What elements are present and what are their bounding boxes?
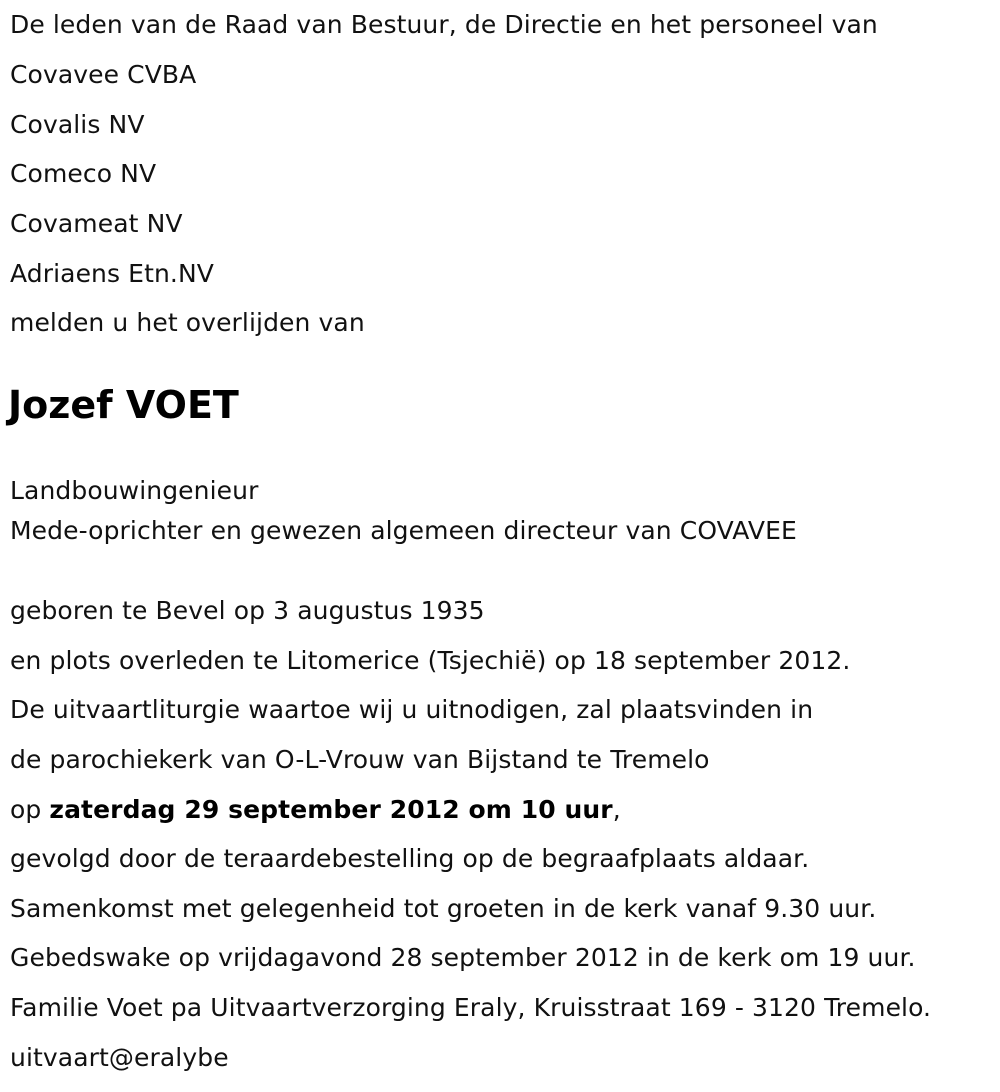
company-adriaens: Adriaens Etn.NV <box>10 259 214 288</box>
funeral-date-line <box>10 795 621 825</box>
email-line: uitvaart@eralybe <box>10 1043 229 1072</box>
funeral-date-bold: zaterdag 29 september 2012 om 10 uur <box>49 795 613 824</box>
company-comeco: Comeco NV <box>10 159 157 188</box>
death-line: en plots overleden te Litomerice (Tsjechië) op 18 september 2012. <box>10 646 851 675</box>
company-covameat: Covameat NV <box>10 209 183 238</box>
funeral-date-prefix: op <box>10 795 50 824</box>
burial-line: gevolgd door de teraardebestelling op de begraafplaats aldaar. <box>10 844 810 873</box>
gathering-line: Samenkomst met gelegenheid tot groeten in de kerk vanaf 9.30 uur. <box>10 894 877 923</box>
deceased-name: Jozef VOET <box>8 383 239 427</box>
church-line: de parochiekerk van O-L-Vrouw van Bijstand te Tremelo <box>10 745 710 774</box>
company-covavee: Covavee CVBA <box>10 60 197 89</box>
company-covalis: Covalis NV <box>10 110 145 139</box>
announcement-line: melden u het overlijden van <box>10 308 365 337</box>
role-line: Mede-oprichter en gewezen algemeen directeur van COVAVEE <box>10 516 797 545</box>
intro-line-board: De leden van de Raad van Bestuur, de Directie en het personeel van <box>10 10 878 39</box>
profession-line: Landbouwingenieur <box>10 476 259 505</box>
funeral-date-suffix: , <box>612 795 621 824</box>
liturgy-line: De uitvaartliturgie waartoe wij u uitnodigen, zal plaatsvinden in <box>10 695 814 724</box>
birth-line: geboren te Bevel op 3 augustus 1935 <box>10 596 485 625</box>
vigil-line: Gebedswake op vrijdagavond 28 september 2012 in de kerk om 19 uur. <box>10 943 916 972</box>
contact-line: Familie Voet pa Uitvaartverzorging Eraly, Kruisstraat 169 - 3120 Tremelo. <box>10 993 932 1022</box>
